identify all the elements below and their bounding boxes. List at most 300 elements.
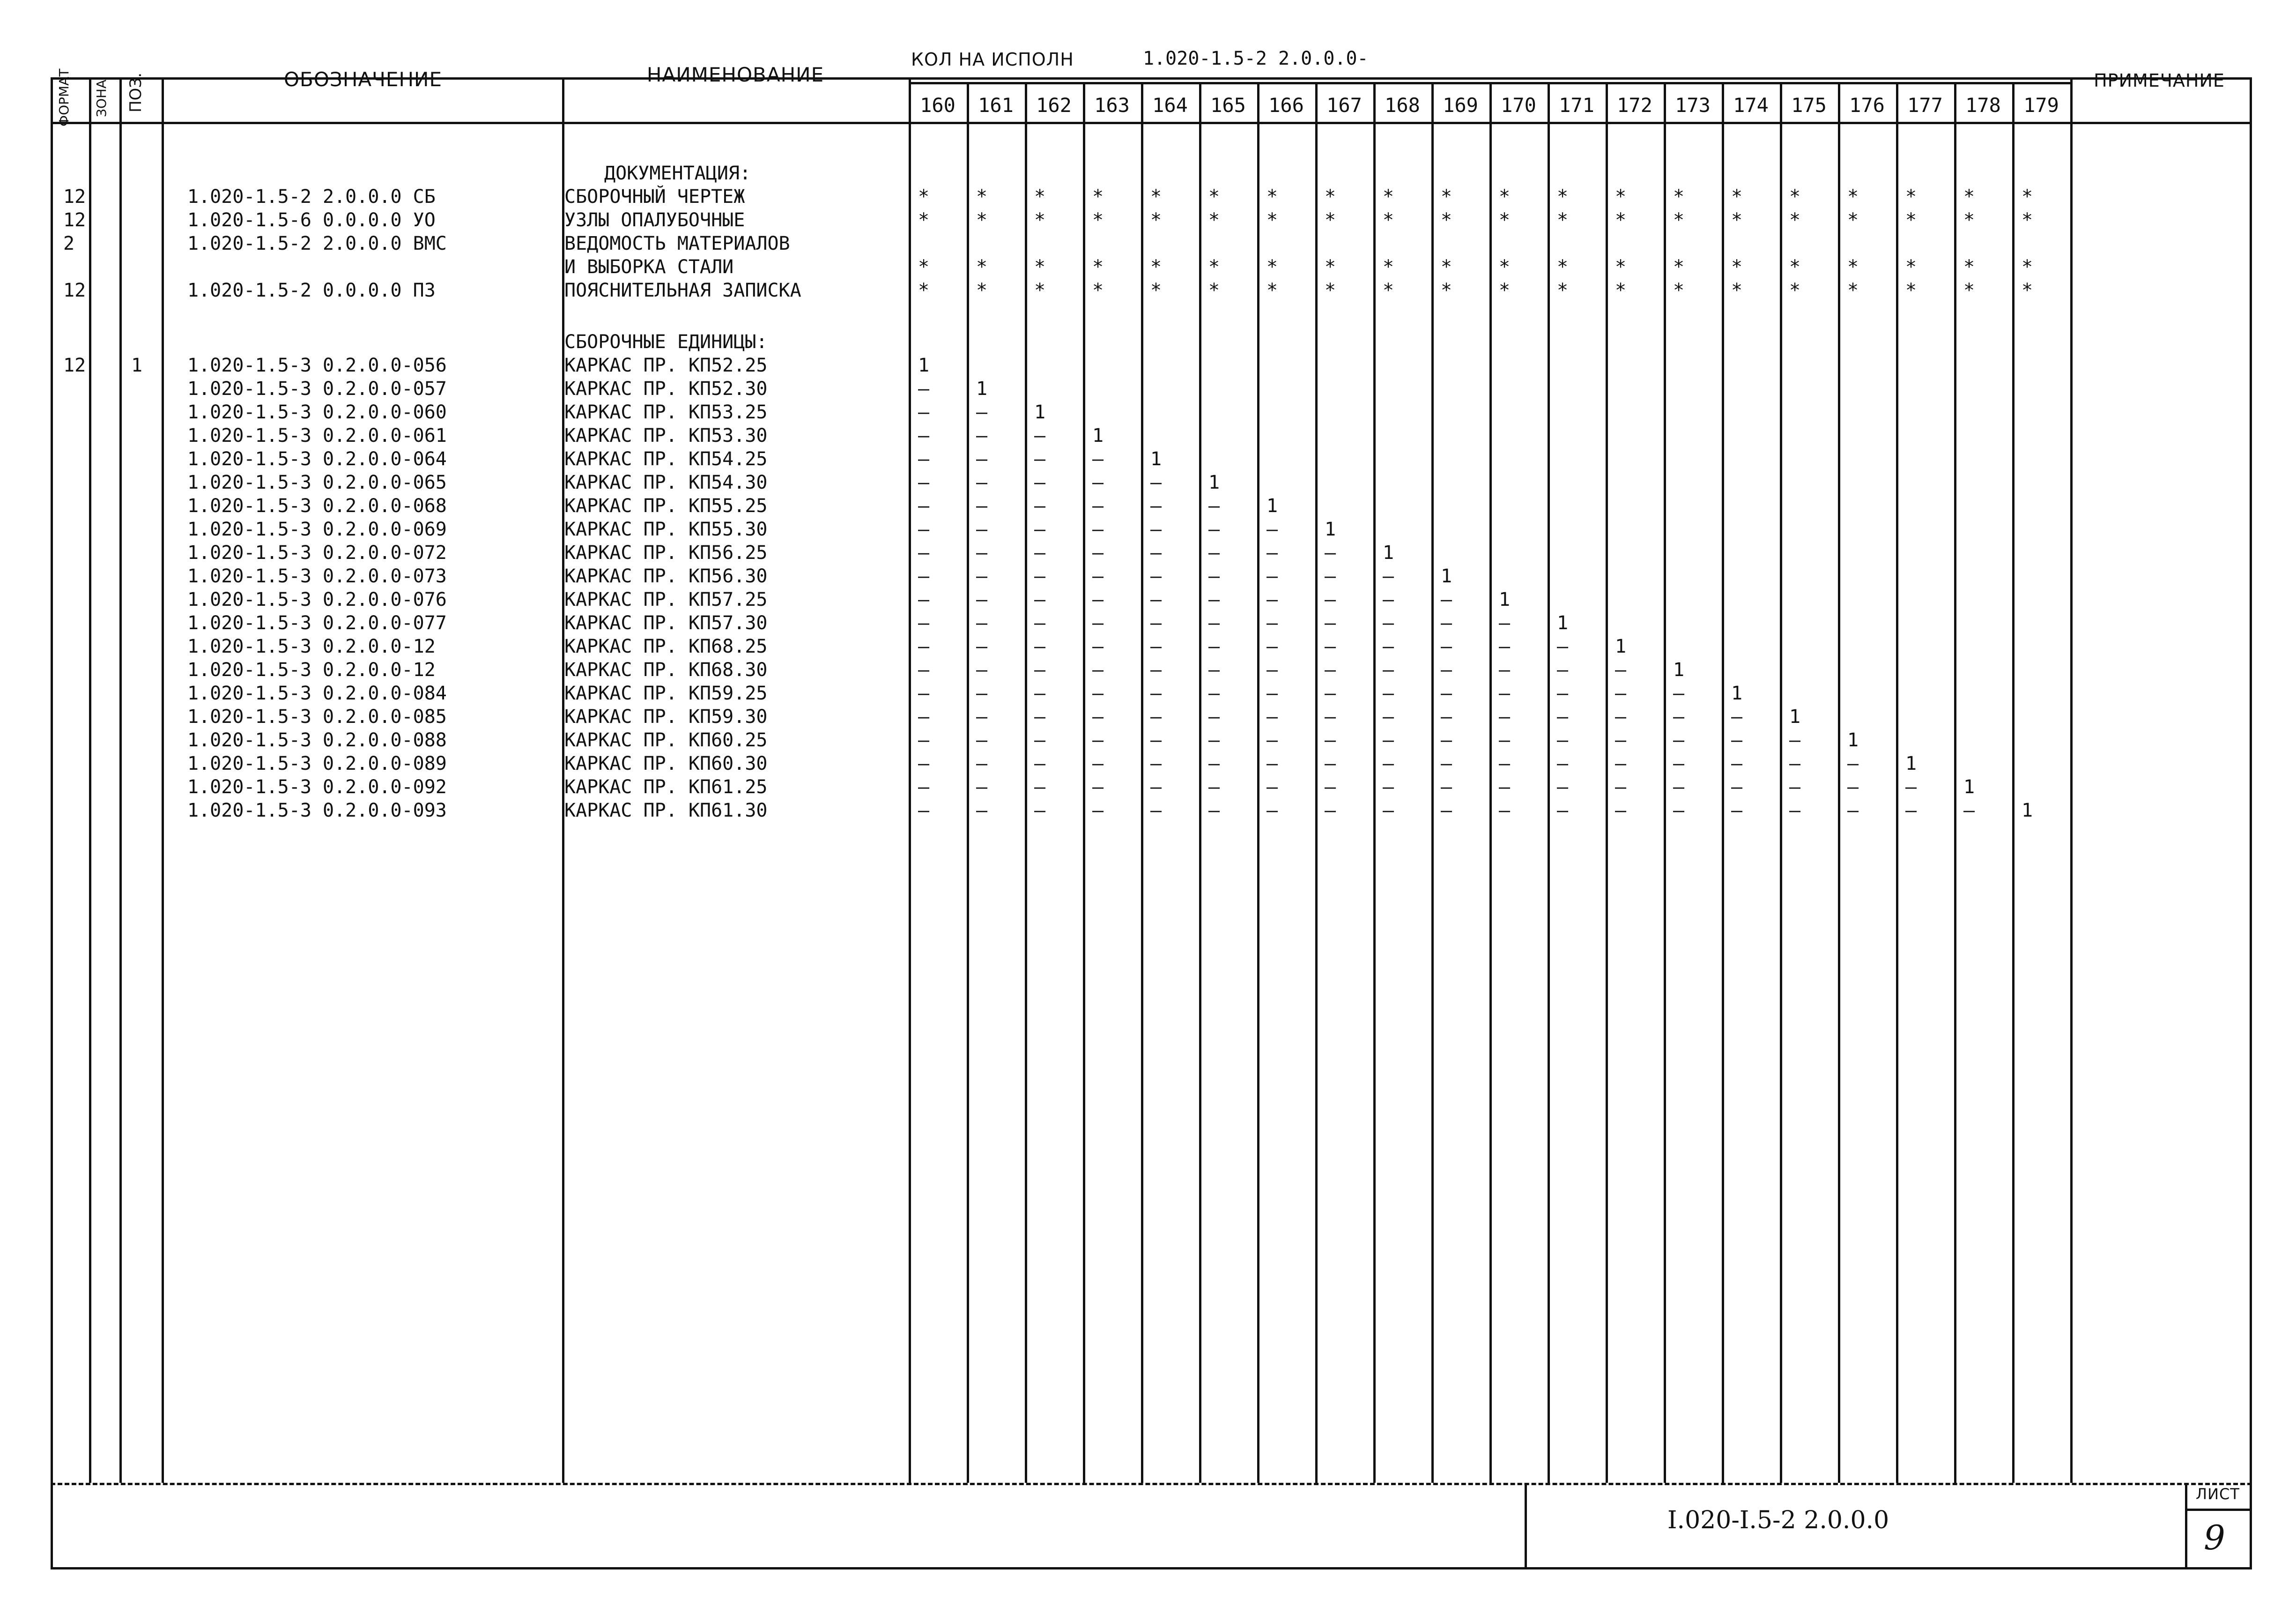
section-assembly-units: СБОРОЧНЫЕ ЕДИНИЦЫ: bbox=[564, 331, 768, 353]
row-mark-dash: — bbox=[1731, 776, 1743, 798]
row-format: 12 bbox=[63, 209, 86, 231]
row-mark-dash: — bbox=[976, 519, 988, 540]
stamp-code: I.020-I.5-2 2.0.0.0 bbox=[1667, 1506, 1889, 1534]
row-mark-star: * bbox=[1731, 256, 1743, 278]
row-mark-dash: — bbox=[976, 659, 988, 681]
row-mark-star: * bbox=[1266, 256, 1278, 278]
row-name: КАРКАС ПР. КП68.25 bbox=[564, 636, 768, 657]
row-mark-dash: — bbox=[976, 683, 988, 704]
row-mark-dash: — bbox=[1208, 636, 1220, 657]
row-designation: 1.020-1.5-3 0.2.0.0-060 bbox=[187, 402, 447, 423]
row-mark-dash: — bbox=[918, 589, 930, 610]
row-mark-star: * bbox=[976, 256, 988, 278]
note-column-separator bbox=[2070, 77, 2073, 1483]
row-mark-dash: — bbox=[1382, 729, 1394, 751]
row-mark-dash: — bbox=[1673, 753, 1685, 774]
row-mark-dash: — bbox=[1092, 589, 1104, 610]
row-mark-star: * bbox=[976, 209, 988, 231]
row-mark-star: * bbox=[1208, 209, 1220, 231]
variant-number-170: 170 bbox=[1501, 94, 1536, 117]
row-mark-one: 1 bbox=[918, 355, 930, 376]
row-mark-dash: — bbox=[1092, 753, 1104, 774]
row-designation: 1.020-1.5-3 0.2.0.0-092 bbox=[187, 776, 447, 798]
row-mark-dash: — bbox=[1789, 729, 1801, 751]
row-mark-dash: — bbox=[1266, 800, 1278, 821]
row-mark-star: * bbox=[1556, 186, 1569, 208]
row-name: ПОЯСНИТЕЛЬНАЯ ЗАПИСКА bbox=[564, 280, 801, 301]
row-mark-dash: — bbox=[1498, 659, 1511, 681]
row-mark-dash: — bbox=[1150, 495, 1162, 517]
row-mark-star: * bbox=[1208, 186, 1220, 208]
row-mark-dash: — bbox=[918, 659, 930, 681]
row-mark-dash: — bbox=[1034, 800, 1046, 821]
row-mark-dash: — bbox=[1150, 636, 1162, 657]
row-mark-dash: — bbox=[918, 402, 930, 423]
stamp-sheet-label: ЛИСТ bbox=[2196, 1485, 2240, 1503]
row-mark-star: * bbox=[1498, 256, 1511, 278]
row-mark-dash: — bbox=[1266, 565, 1278, 587]
row-mark-star: * bbox=[1905, 256, 1917, 278]
variant-number-165: 165 bbox=[1210, 94, 1246, 117]
row-mark-dash: — bbox=[1034, 706, 1046, 728]
row-mark-dash: — bbox=[1150, 542, 1162, 564]
row-mark-one: 1 bbox=[2021, 800, 2033, 821]
row-mark-dash: — bbox=[1266, 612, 1278, 634]
row-mark-dash: — bbox=[976, 425, 988, 446]
row-mark-dash: — bbox=[1498, 776, 1511, 798]
row-mark-star: * bbox=[1615, 186, 1627, 208]
stamp-divider bbox=[1525, 1483, 1527, 1569]
row-mark-dash: — bbox=[1092, 542, 1104, 564]
row-mark-star: * bbox=[1324, 209, 1336, 231]
row-mark-dash: — bbox=[976, 542, 988, 564]
row-designation: 1.020-1.5-3 0.2.0.0-061 bbox=[187, 425, 447, 446]
row-mark-dash: — bbox=[1034, 683, 1046, 704]
row-mark-dash: — bbox=[1382, 706, 1394, 728]
row-designation: 1.020-1.5-3 0.2.0.0-068 bbox=[187, 495, 447, 517]
row-mark-dash: — bbox=[1324, 565, 1336, 587]
row-mark-dash: — bbox=[1498, 753, 1511, 774]
row-mark-dash: — bbox=[1556, 800, 1569, 821]
row-mark-dash: — bbox=[1673, 729, 1685, 751]
row-name: КАРКАС ПР. КП53.25 bbox=[564, 402, 768, 423]
row-mark-one: 1 bbox=[1034, 402, 1046, 423]
row-mark-dash: — bbox=[1266, 776, 1278, 798]
row-mark-dash: — bbox=[1034, 659, 1046, 681]
row-mark-star: * bbox=[1382, 186, 1394, 208]
row-designation: 1.020-1.5-3 0.2.0.0-057 bbox=[187, 378, 447, 400]
row-mark-dash: — bbox=[1208, 565, 1220, 587]
row-mark-star: * bbox=[1324, 280, 1336, 301]
row-mark-dash: — bbox=[1324, 612, 1336, 634]
row-mark-dash: — bbox=[1905, 800, 1917, 821]
row-mark-star: * bbox=[1498, 280, 1511, 301]
row-mark-dash: — bbox=[1556, 659, 1569, 681]
row-mark-dash: — bbox=[1034, 519, 1046, 540]
row-mark-dash: — bbox=[918, 753, 930, 774]
row-mark-dash: — bbox=[1382, 753, 1394, 774]
row-designation: 1.020-1.5-3 0.2.0.0-077 bbox=[187, 612, 447, 634]
row-mark-dash: — bbox=[1382, 683, 1394, 704]
row-mark-dash: — bbox=[1440, 776, 1452, 798]
row-name: КАРКАС ПР. КП53.30 bbox=[564, 425, 768, 446]
row-mark-dash: — bbox=[976, 448, 988, 470]
row-mark-dash: — bbox=[1034, 753, 1046, 774]
row-mark-dash: — bbox=[1150, 776, 1162, 798]
row-mark-star: * bbox=[1963, 280, 1975, 301]
row-mark-dash: — bbox=[1556, 729, 1569, 751]
row-mark-dash: — bbox=[918, 472, 930, 493]
row-designation: 1.020-1.5-3 0.2.0.0-064 bbox=[187, 448, 447, 470]
row-mark-dash: — bbox=[1208, 753, 1220, 774]
section-documentation: ДОКУМЕНТАЦИЯ: bbox=[604, 163, 751, 184]
variant-number-160: 160 bbox=[920, 94, 955, 117]
row-name: ВЕДОМОСТЬ МАТЕРИАЛОВ bbox=[564, 233, 790, 254]
row-mark-star: * bbox=[1963, 209, 1975, 231]
row-mark-dash: — bbox=[918, 683, 930, 704]
row-designation: 1.020-1.5-3 0.2.0.0-12 bbox=[187, 659, 436, 681]
row-mark-one: 1 bbox=[1324, 519, 1336, 540]
row-mark-dash: — bbox=[976, 753, 988, 774]
row-name: КАРКАС ПР. КП52.25 bbox=[564, 355, 768, 376]
row-mark-star: * bbox=[918, 209, 930, 231]
row-mark-dash: — bbox=[1556, 636, 1569, 657]
row-mark-dash: — bbox=[1440, 589, 1452, 610]
row-mark-dash: — bbox=[1847, 753, 1859, 774]
variant-number-176: 176 bbox=[1849, 94, 1885, 117]
row-mark-dash: — bbox=[1092, 472, 1104, 493]
variant-number-162: 162 bbox=[1036, 94, 1072, 117]
row-mark-dash: — bbox=[918, 612, 930, 634]
row-mark-dash: — bbox=[1615, 729, 1627, 751]
variant-number-168: 168 bbox=[1385, 94, 1420, 117]
row-mark-dash: — bbox=[1266, 729, 1278, 751]
row-mark-star: * bbox=[1673, 256, 1685, 278]
row-mark-dash: — bbox=[1382, 565, 1394, 587]
row-mark-one: 1 bbox=[1963, 776, 1975, 798]
row-mark-star: * bbox=[1324, 256, 1336, 278]
row-mark-dash: — bbox=[1324, 800, 1336, 821]
row-name: КАРКАС ПР. КП54.25 bbox=[564, 448, 768, 470]
row-mark-star: * bbox=[1905, 280, 1917, 301]
row-mark-dash: — bbox=[1266, 659, 1278, 681]
variant-number-179: 179 bbox=[2023, 94, 2059, 117]
row-mark-star: * bbox=[1615, 256, 1627, 278]
row-mark-dash: — bbox=[1440, 729, 1452, 751]
row-mark-star: * bbox=[1150, 280, 1162, 301]
row-mark-dash: — bbox=[1673, 800, 1685, 821]
row-mark-dash: — bbox=[918, 378, 930, 400]
row-mark-dash: — bbox=[1382, 612, 1394, 634]
variant-number-172: 172 bbox=[1617, 94, 1652, 117]
row-mark-star: * bbox=[1905, 209, 1917, 231]
row-mark-star: * bbox=[1324, 186, 1336, 208]
row-mark-dash: — bbox=[976, 636, 988, 657]
row-mark-dash: — bbox=[1440, 636, 1452, 657]
row-format: 12 bbox=[63, 186, 86, 208]
row-name: КАРКАС ПР. КП56.30 bbox=[564, 565, 768, 587]
row-mark-one: 1 bbox=[1905, 753, 1917, 774]
row-mark-star: * bbox=[1150, 256, 1162, 278]
row-name: КАРКАС ПР. КП55.25 bbox=[564, 495, 768, 517]
row-designation: 1.020-1.5-2 2.0.0.0 СБ bbox=[187, 186, 436, 208]
row-mark-dash: — bbox=[918, 800, 930, 821]
row-mark-dash: — bbox=[1150, 753, 1162, 774]
row-mark-dash: — bbox=[1615, 659, 1627, 681]
row-name: УЗЛЫ ОПАЛУБОЧНЫЕ bbox=[564, 209, 745, 231]
row-mark-star: * bbox=[1092, 256, 1104, 278]
row-mark-dash: — bbox=[1208, 589, 1220, 610]
row-mark-dash: — bbox=[1150, 612, 1162, 634]
row-mark-star: * bbox=[1382, 280, 1394, 301]
row-mark-dash: — bbox=[1673, 683, 1685, 704]
row-mark-dash: — bbox=[1092, 706, 1104, 728]
row-mark-star: * bbox=[1150, 186, 1162, 208]
variant-number-173: 173 bbox=[1675, 94, 1711, 117]
row-name: КАРКАС ПР. КП60.25 bbox=[564, 729, 768, 751]
row-name: КАРКАС ПР. КП61.25 bbox=[564, 776, 768, 798]
row-mark-dash: — bbox=[1092, 800, 1104, 821]
row-mark-dash: — bbox=[1498, 729, 1511, 751]
row-designation: 1.020-1.5-3 0.2.0.0-076 bbox=[187, 589, 447, 610]
row-mark-dash: — bbox=[1034, 495, 1046, 517]
row-mark-star: * bbox=[1498, 209, 1511, 231]
row-mark-dash: — bbox=[1034, 425, 1046, 446]
row-mark-dash: — bbox=[918, 425, 930, 446]
row-position: 1 bbox=[131, 355, 143, 376]
row-mark-dash: — bbox=[918, 519, 930, 540]
variant-number-163: 163 bbox=[1094, 94, 1130, 117]
row-mark-dash: — bbox=[1208, 612, 1220, 634]
row-mark-dash: — bbox=[1150, 729, 1162, 751]
row-mark-dash: — bbox=[1150, 706, 1162, 728]
row-mark-one: 1 bbox=[1673, 659, 1685, 681]
row-mark-star: * bbox=[1789, 280, 1801, 301]
variant-number-166: 166 bbox=[1268, 94, 1304, 117]
row-mark-dash: — bbox=[1150, 589, 1162, 610]
row-mark-dash: — bbox=[1034, 448, 1046, 470]
row-name: СБОРОЧНЫЙ ЧЕРТЕЖ bbox=[564, 186, 745, 208]
row-mark-star: * bbox=[2021, 256, 2033, 278]
variant-number-161: 161 bbox=[978, 94, 1014, 117]
row-mark-star: * bbox=[1673, 186, 1685, 208]
row-mark-dash: — bbox=[1266, 706, 1278, 728]
row-mark-star: * bbox=[1556, 256, 1569, 278]
row-mark-dash: — bbox=[1266, 753, 1278, 774]
row-mark-dash: — bbox=[1208, 729, 1220, 751]
row-mark-star: * bbox=[1208, 256, 1220, 278]
row-mark-star: * bbox=[1092, 280, 1104, 301]
row-mark-dash: — bbox=[1092, 659, 1104, 681]
row-mark-dash: — bbox=[1092, 448, 1104, 470]
row-designation: 1.020-1.5-3 0.2.0.0-085 bbox=[187, 706, 447, 728]
row-mark-dash: — bbox=[1034, 565, 1046, 587]
row-format: 12 bbox=[63, 280, 86, 301]
row-format: 2 bbox=[63, 233, 75, 254]
variant-number-169: 169 bbox=[1443, 94, 1478, 117]
row-mark-dash: — bbox=[1150, 659, 1162, 681]
row-mark-star: * bbox=[1208, 280, 1220, 301]
row-name: КАРКАС ПР. КП57.30 bbox=[564, 612, 768, 634]
row-mark-star: * bbox=[976, 186, 988, 208]
row-mark-star: * bbox=[1731, 209, 1743, 231]
row-mark-dash: — bbox=[976, 472, 988, 493]
row-mark-dash: — bbox=[1150, 519, 1162, 540]
row-mark-dash: — bbox=[1382, 800, 1394, 821]
row-mark-star: * bbox=[1092, 209, 1104, 231]
row-mark-dash: — bbox=[1092, 519, 1104, 540]
row-mark-dash: — bbox=[1498, 636, 1511, 657]
row-mark-dash: — bbox=[976, 565, 988, 587]
row-designation: 1.020-1.5-3 0.2.0.0-093 bbox=[187, 800, 447, 821]
row-mark-one: 1 bbox=[1498, 589, 1511, 610]
row-mark-one: 1 bbox=[976, 378, 988, 400]
row-mark-star: * bbox=[1382, 256, 1394, 278]
row-mark-dash: — bbox=[1498, 706, 1511, 728]
row-name: КАРКАС ПР. КП59.30 bbox=[564, 706, 768, 728]
row-mark-star: * bbox=[1731, 280, 1743, 301]
stamp-top-line bbox=[51, 1483, 2252, 1485]
row-mark-dash: — bbox=[1731, 800, 1743, 821]
row-mark-dash: — bbox=[1092, 495, 1104, 517]
row-designation: 1.020-1.5-3 0.2.0.0-089 bbox=[187, 753, 447, 774]
row-mark-dash: — bbox=[976, 729, 988, 751]
row-mark-dash: — bbox=[1440, 706, 1452, 728]
row-mark-dash: — bbox=[1382, 636, 1394, 657]
row-mark-dash: — bbox=[1382, 659, 1394, 681]
variant-number-178: 178 bbox=[1965, 94, 2001, 117]
row-designation: 1.020-1.5-3 0.2.0.0-088 bbox=[187, 729, 447, 751]
row-mark-star: * bbox=[1963, 186, 1975, 208]
variant-number-164: 164 bbox=[1152, 94, 1188, 117]
row-mark-dash: — bbox=[1615, 706, 1627, 728]
row-name: КАРКАС ПР. КП68.30 bbox=[564, 659, 768, 681]
row-mark-one: 1 bbox=[1615, 636, 1627, 657]
row-mark-dash: — bbox=[1092, 612, 1104, 634]
row-mark-one: 1 bbox=[1208, 472, 1220, 493]
row-name: КАРКАС ПР. КП52.30 bbox=[564, 378, 768, 400]
row-mark-dash: — bbox=[1034, 542, 1046, 564]
header-note: ПРИМЕЧАНИЕ bbox=[2094, 70, 2225, 91]
row-mark-star: * bbox=[1847, 209, 1859, 231]
column-separator bbox=[162, 77, 164, 1483]
row-mark-dash: — bbox=[1789, 776, 1801, 798]
row-mark-star: * bbox=[1440, 186, 1452, 208]
row-mark-one: 1 bbox=[1556, 612, 1569, 634]
row-mark-dash: — bbox=[1847, 800, 1859, 821]
row-mark-dash: — bbox=[976, 612, 988, 634]
row-mark-dash: — bbox=[1266, 636, 1278, 657]
row-mark-star: * bbox=[1963, 256, 1975, 278]
row-mark-dash: — bbox=[976, 800, 988, 821]
row-mark-star: * bbox=[1615, 280, 1627, 301]
row-mark-dash: — bbox=[1324, 776, 1336, 798]
row-mark-dash: — bbox=[1034, 472, 1046, 493]
variant-number-177: 177 bbox=[1907, 94, 1943, 117]
row-format: 12 bbox=[63, 355, 86, 376]
row-mark-dash: — bbox=[1034, 589, 1046, 610]
row-mark-dash: — bbox=[1440, 659, 1452, 681]
variant-number-174: 174 bbox=[1733, 94, 1769, 117]
row-mark-dash: — bbox=[918, 565, 930, 587]
row-mark-star: * bbox=[1673, 280, 1685, 301]
row-mark-dash: — bbox=[1324, 683, 1336, 704]
row-mark-star: * bbox=[1266, 280, 1278, 301]
row-mark-star: * bbox=[1266, 186, 1278, 208]
row-mark-star: * bbox=[1847, 186, 1859, 208]
row-mark-star: * bbox=[1847, 280, 1859, 301]
row-mark-star: * bbox=[1440, 256, 1452, 278]
stamp-sheet-divider bbox=[2185, 1483, 2187, 1569]
row-mark-one: 1 bbox=[1092, 425, 1104, 446]
column-separator bbox=[89, 77, 91, 1483]
row-mark-dash: — bbox=[1498, 800, 1511, 821]
row-mark-dash: — bbox=[1324, 542, 1336, 564]
row-mark-dash: — bbox=[1324, 729, 1336, 751]
row-mark-dash: — bbox=[1208, 495, 1220, 517]
stamp-sheet-number: 9 bbox=[2204, 1518, 2225, 1557]
row-mark-star: * bbox=[1440, 209, 1452, 231]
row-mark-dash: — bbox=[1324, 753, 1336, 774]
header-name: НАИМЕНОВАНИЕ bbox=[646, 63, 824, 86]
row-mark-star: * bbox=[976, 280, 988, 301]
row-mark-star: * bbox=[2021, 280, 2033, 301]
row-mark-star: * bbox=[1034, 280, 1046, 301]
row-mark-dash: — bbox=[1266, 519, 1278, 540]
row-mark-dash: — bbox=[1440, 683, 1452, 704]
row-mark-dash: — bbox=[918, 495, 930, 517]
row-mark-dash: — bbox=[1150, 472, 1162, 493]
row-mark-dash: — bbox=[1673, 706, 1685, 728]
row-mark-dash: — bbox=[1266, 589, 1278, 610]
row-mark-dash: — bbox=[1034, 729, 1046, 751]
row-mark-dash: — bbox=[1556, 776, 1569, 798]
row-mark-one: 1 bbox=[1440, 565, 1452, 587]
row-mark-star: * bbox=[1615, 209, 1627, 231]
row-mark-star: * bbox=[1382, 209, 1394, 231]
row-designation: 1.020-1.5-2 2.0.0.0 ВМС bbox=[187, 233, 447, 254]
row-mark-one: 1 bbox=[1150, 448, 1162, 470]
header-format: ФОРМАТ bbox=[56, 68, 72, 126]
row-mark-dash: — bbox=[918, 729, 930, 751]
row-mark-dash: — bbox=[1034, 636, 1046, 657]
row-mark-one: 1 bbox=[1847, 729, 1859, 751]
row-mark-star: * bbox=[1092, 186, 1104, 208]
row-mark-dash: — bbox=[1092, 683, 1104, 704]
row-name: КАРКАС ПР. КП60.30 bbox=[564, 753, 768, 774]
row-mark-star: * bbox=[1266, 209, 1278, 231]
row-name: КАРКАС ПР. КП54.30 bbox=[564, 472, 768, 493]
row-mark-dash: — bbox=[976, 495, 988, 517]
row-mark-dash: — bbox=[1963, 800, 1975, 821]
row-mark-one: 1 bbox=[1382, 542, 1394, 564]
row-mark-one: 1 bbox=[1731, 683, 1743, 704]
row-mark-dash: — bbox=[1498, 612, 1511, 634]
row-mark-star: * bbox=[1440, 280, 1452, 301]
row-mark-dash: — bbox=[918, 776, 930, 798]
row-name: КАРКАС ПР. КП61.30 bbox=[564, 800, 768, 821]
row-mark-star: * bbox=[918, 280, 930, 301]
row-mark-dash: — bbox=[918, 636, 930, 657]
row-mark-dash: — bbox=[1731, 753, 1743, 774]
row-mark-dash: — bbox=[1208, 683, 1220, 704]
row-mark-dash: — bbox=[1731, 706, 1743, 728]
row-mark-dash: — bbox=[1440, 800, 1452, 821]
row-mark-dash: — bbox=[1034, 612, 1046, 634]
row-mark-dash: — bbox=[1615, 753, 1627, 774]
row-designation: 1.020-1.5-3 0.2.0.0-065 bbox=[187, 472, 447, 493]
row-mark-star: * bbox=[1673, 209, 1685, 231]
